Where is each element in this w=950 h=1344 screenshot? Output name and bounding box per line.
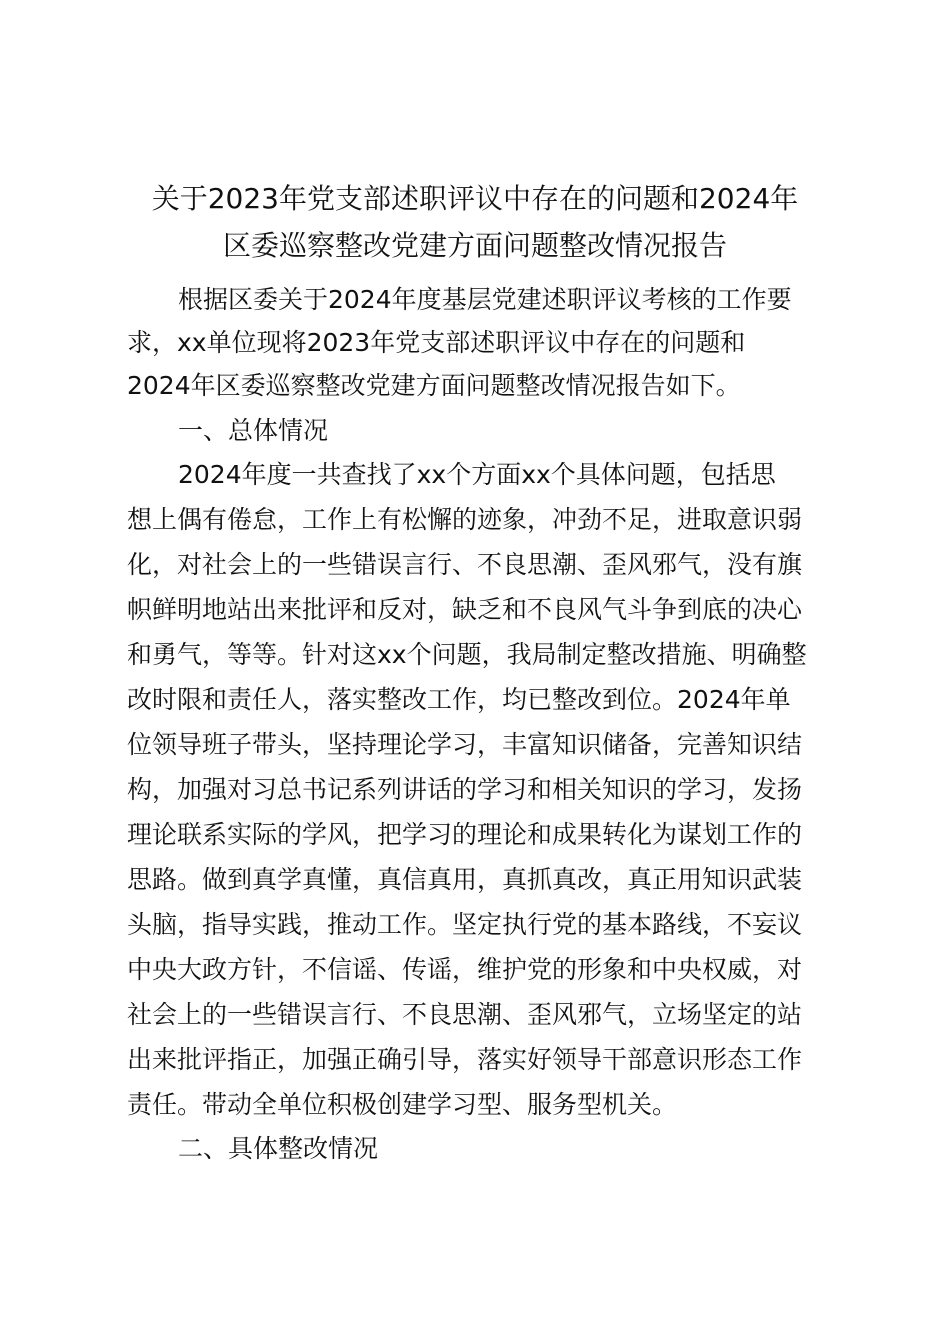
section-1-line-13: 社会上的一些错误言行、不良思潮、歪风邪气，立场坚定的站 xyxy=(127,1000,803,1029)
section-1-line-15: 责任。带动全单位积极创建学习型、服务型机关。 xyxy=(127,1090,678,1119)
document-title-line-2: 区委巡察整改党建方面问题整改情况报告 xyxy=(222,229,727,262)
intro-line-2: 求，xx单位现将2023年党支部述职评议中存在的问题和 xyxy=(127,328,746,357)
section-1-line-8: 构，加强对习总书记系列讲话的学习和相关知识的学习，发扬 xyxy=(127,775,803,804)
section-1-line-14: 出来批评指正，加强正确引导，落实好领导干部意识形态工作 xyxy=(127,1045,803,1074)
section-1-line-6: 改时限和责任人，落实整改工作，均已整改到位。2024年单 xyxy=(127,685,791,714)
section-1-line-9: 理论联系实际的学风，把学习的理论和成果转化为谋划工作的 xyxy=(127,820,803,849)
section-1-line-4: 帜鲜明地站出来批评和反对，缺乏和不良风气斗争到底的决心 xyxy=(127,595,803,624)
section-1-line-5: 和勇气，等等。针对这xx个问题，我局制定整改措施、明确整 xyxy=(127,640,807,669)
section-1-line-11: 头脑，指导实践，推动工作。坚定执行党的基本路线，不妄议 xyxy=(127,910,803,939)
section-1-line-3: 化，对社会上的一些错误言行、不良思潮、歪风邪气，没有旗 xyxy=(127,550,803,579)
section-2-heading: 二、具体整改情况 xyxy=(178,1134,379,1163)
section-1-line-12: 中央大政方针，不信谣、传谣，维护党的形象和中央权威，对 xyxy=(127,955,803,984)
section-1-line-10: 思路。做到真学真懂，真信真用，真抓真改，真正用知识武装 xyxy=(127,865,803,894)
intro-line-3: 2024年区委巡察整改党建方面问题整改情况报告如下。 xyxy=(127,371,741,400)
document-title-line-1: 关于2023年党支部述职评议中存在的问题和2024年 xyxy=(151,182,799,215)
section-1-heading: 一、总体情况 xyxy=(178,416,329,445)
intro-line-1: 根据区委关于2024年度基层党建述职评议考核的工作要 xyxy=(178,285,792,314)
section-1-line-2: 想上偶有倦怠，工作上有松懈的迹象，冲劲不足，进取意识弱 xyxy=(127,505,803,534)
section-1-line-7: 位领导班子带头，坚持理论学习，丰富知识储备，完善知识结 xyxy=(127,730,803,759)
section-1-line-1: 2024年度一共查找了xx个方面xx个具体问题，包括思 xyxy=(178,460,776,489)
